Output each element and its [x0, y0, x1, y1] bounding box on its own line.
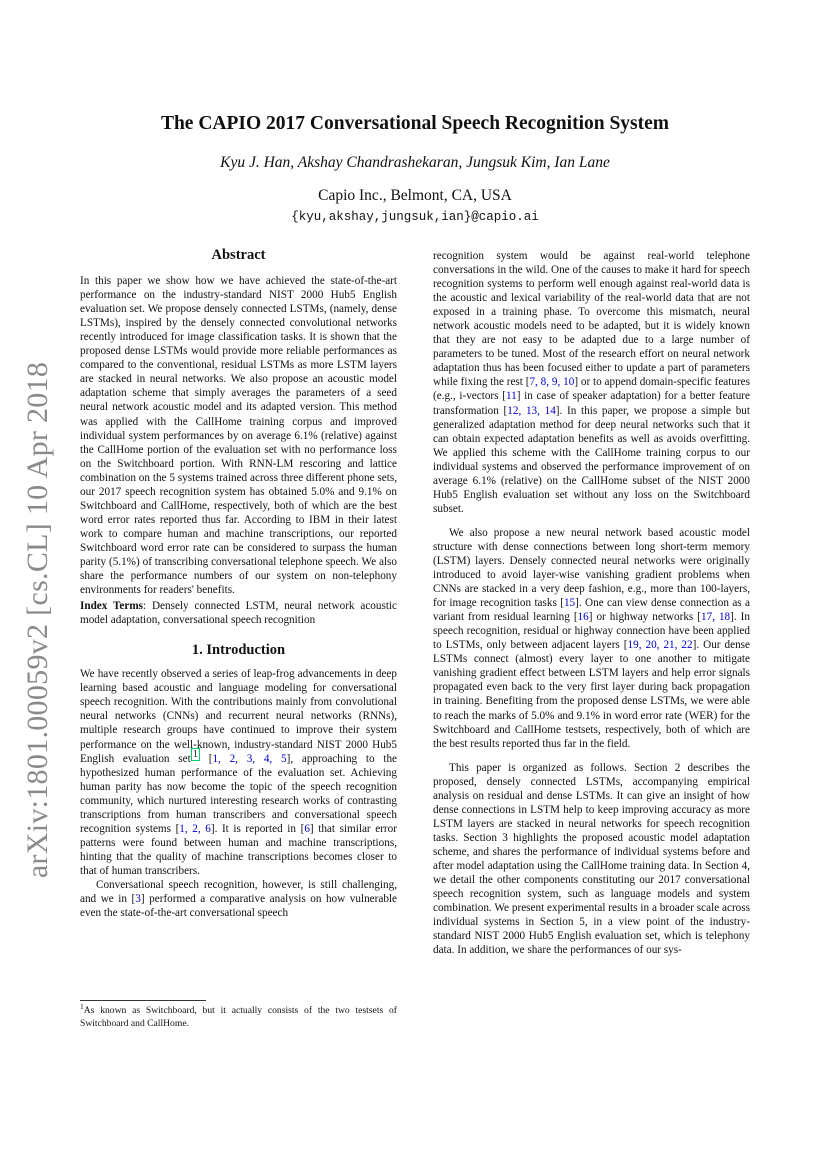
intro-p2-text-a: Conversational speech recognition, however, is still challenging, and we in — [80, 878, 397, 906]
intro-p1-text-d: . It is reported in — [214, 822, 301, 835]
citation-link[interactable]: 16 — [577, 611, 589, 624]
paper-title: The CAPIO 2017 Conversational Speech Recognition System — [160, 113, 670, 134]
footnote-text: As known as Switchboard, but it actually consists of the two testsets of Switchboard and CallHome. — [80, 1005, 397, 1029]
intro-p1-text-b: , approaching to the hypothesized human performance of the evaluation set. Achieving human parity has now become the topic of the speech recognition community, which nurtured interesting research works of contrasting transcriptions from human transcribers and conversational speech recognition systems — [80, 752, 398, 835]
index-terms-label: Index Terms — [80, 600, 144, 613]
right-paragraph-1: recognition system would be against real-world telephone conversations in the wild. One of the causes to make it hard for speech recognition systems to perform well enough against real-world data is the acoustic and lexical variability of the real-world data that are not exposed in a training phase. To overcome this mismatch, neural network acoustic models need to be adapted, but it is widely known that they are not easy to be adapted due to a large number of parameters to be tuned. Most of the research effort on neural network adaptation thus has been focused either to update a part of parameters while fixing the rest [7, 8, 9, 10] or to append domain-specific features (e.g., i-vectors [11] in case of speaker adaptation) for a better feature transformation [12, 13, 14]. In this paper, we propose a simple but generalized adaptation method for deep neural networks such that it can obtain expected adaptation benefits as well as avoids overfitting. We applied this scheme with the CallHome training corpus to our individual systems and observed the performance improvement of on average 6.1% (relative) on the CallHome subset of the NIST 2000 Hub5 English evaluation set without any loss on the Switchboard subset. — [433, 250, 750, 515]
right-p2-text-e: . Our dense LSTMs connect (almost) every layer to one another to mitigate vanishing gradient effect between LSTM layers and help error signals propagated even back to the very first layer during back propagation in training. Benefiting from the proposed dense LSTMs, we were able to reach the marks of 5.0% and 9.1% in word error rate (WER) for the Switchboard and CallHome testsets, respectively, both of which are the best results reported thus far in the field. — [433, 639, 750, 750]
affiliation: Capio Inc., Belmont, CA, USA — [318, 187, 512, 204]
intro-paragraph-1: We have recently observed a series of leap-frog advancements in deep learning based acoustic and language modeling for conversational speech recognition. With the contributions mainly from convolutional neural networks (CNNs) and recurrent neural networks (RNNs), multiple research groups have continued to improve their system performance on the well-known, industry-standard NIST 2000 Hub5 English evaluation set $^1$ [1, 2, 3, 4, 5], approaching to the hypothesized human performance of the evaluation set. Achieving human parity has now become the topic of the speech recognition community, which nurtured interesting research works of contrasting transcriptions from human transcribers and conversational speech recognition systems [1, 2, 6]. It is reported in [6] that similar error patterns were found between human and machine transcriptions, hinting that the quality of machine transcriptions becomes closer to that of human transcribers. — [80, 668, 398, 877]
arxiv-stamp — [18, 360, 58, 880]
right-p1-text-d: . In this paper, we propose a simple but generalized adaptation method for deep neural networks such that it can obtain expected adaptation benefits as well as avoids overfitting. We applied this scheme with the CallHome training corpus to our individual systems and observed the performance improvement of on average 6.1% (relative) on the CallHome subset of the NIST 2000 Hub5 English evaluation set without any loss on the Switchboard subset. — [433, 404, 750, 515]
right-paragraph-3: This paper is organized as follows. Section 2 describes the proposed, densely connected LSTMs, accompanying empirical analysis on residual and dense LSTMs. It can give an insight of how dense connections in LSTM help to keep improving accuracy as more LSTM layers are stacked in neural networks for speech recognition tasks. Section 3 highlights the proposed acoustic model adaptation scheme, and shares the performance of individual systems before and after model adaptation using the CallHome training data. In Section 4, we detail the other components constituting our 2017 conversational speech recognition system, such as language models and system combination. We present experimental results in a broader scale across individual systems in Section 5, in a view point of the industry-standard NIST 2000 Hub5 English evaluation set, which is telephony data. In addition, we share the performances of our sys- — [433, 761, 750, 957]
citation-link[interactable]: 15 — [563, 597, 576, 610]
right-p2-text-a: We also propose a new neural network based acoustic model structure with dense connections between long short-term memory (LSTM) layers. Densely connected neural networks were originally introduced to avoid layer-wise vanishing gradient problems when CNNs are stacked in a very deep fashion, e.g., more than 100-layers, for image recognition tasks — [433, 526, 750, 610]
citation-link[interactable]: 3 — [135, 893, 141, 906]
right-paragraph-2: We also propose a new neural network based acoustic model structure with dense connections between long short-term memory (LSTM) layers. Densely connected neural networks were originally introduced to avoid layer-wise vanishing gradient problems when CNNs are stacked in a very deep fashion, e.g., more than 100-layers, for image recognition tasks [15]. One can view dense connection as a variant from residual learning [16] or highway networks [17, 18]. In speech recognition, residual or highway connection have been applied to LSTMs, only between adjacent layers [19, 20, 21, 22]. Our dense LSTMs connect (almost) every layer to one another to mitigate vanishing gradient effect between LSTM layers and help error signals propagated even back to the very first layer during back propagation in training. Benefiting from the proposed dense LSTMs, we were able to reach the marks of 5.0% and 9.1% in word error rate (WER) for the Switchboard and CallHome testsets, respectively, both of which are the best results reported thus far in the field. — [433, 526, 751, 750]
left-column — [80, 248, 397, 920]
footnote-marker[interactable]: 1 — [192, 748, 198, 760]
citation-link[interactable]: 1, 2, 3, 4, 5 — [212, 752, 287, 765]
right-p2-text-d: . In speech recognition, residual or highway connection have been applied to LSTMs, only between adjacent layers — [433, 611, 750, 652]
intro-p1-text-e: that similar error patterns were found between human and machine transcriptions, hinting that the quality of machine transcriptions becomes closer to that of human transcribers. — [80, 822, 397, 877]
footnote — [80, 1001, 397, 1030]
right-p2-text-b: . One can view dense connection as a variant from residual learning — [433, 597, 751, 624]
right-p2-text-c: or highway networks — [592, 611, 698, 624]
citation-link[interactable]: 6 — [304, 822, 310, 835]
author-list: Kyu J. Han, Akshay Chandrashekaran, Jungsuk Kim, Ian Lane — [220, 154, 610, 171]
abstract-heading: Abstract — [211, 247, 266, 263]
citation-link[interactable]: 11 — [505, 390, 517, 403]
right-column — [433, 249, 750, 957]
right-p1-text-a: recognition system would be against real-world telephone conversations in the wild. One of the causes to make it hard for speech recognition systems to perform well enough against real-world data is the acoustic and lexical variability of the real-world data that are not exposed in a training phase. To overcome this mismatch, neural network acoustic models need to be adapted, but it is widely known that they are not easy to be adapted due to a large number of parameters to be tuned. Most of the research effort on neural network adaptation thus has been focused either to update a part of parameters while fixing the rest — [433, 250, 750, 389]
arxiv-identifier: arXiv:1801.00059v2 [cs.CL] 10 Apr 2018 — [21, 361, 54, 879]
intro-p1-text-a: We have recently observed a series of leap-frog advancements in deep learning based acoustic and language modeling for conversational speech recognition. With the contributions mainly from convolutional neural networks (CNNs) and recurrent neural networks (RNNs), multiple research groups have continued to improve their system performance on the well-known, industry-standard NIST 2000 Hub5 English evaluation set — [80, 668, 397, 765]
intro-p2-text-b: performed a comparative analysis on how vulnerable even the state-of-the-art conversational speech — [80, 893, 397, 920]
footnote-divider — [80, 1000, 206, 1001]
citation-link[interactable]: 12, 13, 14 — [507, 404, 556, 417]
footnote-number: 1 — [80, 1001, 84, 1011]
index-terms: Index Terms: Densely connected LSTM, neural network acoustic model adaptation, conversational speech recognition — [80, 600, 398, 627]
intro-paragraph-2: Conversational speech recognition, however, is still challenging, and we in [3] performed a comparative analysis on how vulnerable even the state-of-the-art conversational speech — [80, 878, 397, 920]
right-p1-text-c: in case of speaker adaptation) for a better feature transformation — [433, 390, 750, 417]
introduction-heading: 1. Introduction — [191, 642, 286, 659]
citation-link[interactable]: 19, 20, 21, 22 — [627, 639, 693, 652]
abstract-text: In this paper we show how we have achieved the state-of-the-art performance on the industry-standard NIST 2000 Hub5 English evaluation set. We propose densely connected LSTMs, (namely, dense LSTMs), inspired by the densely connected convolutional networks recently introduced for image classification tasks. It is shown that the proposed dense LSTMs would provide more reliable performances as compared to the conventional, residual LSTMs as more LSTM layers are stacked in neural networks. We also propose an acoustic model adaptation scheme that simply averages the parameters of a seed neural network acoustic model and its adapted version. This method was applied with the CallHome training corpus and improved individual system performances by on average 6.1% (relative) against the CallHome portion of the evaluation set with no performance loss on the Switchboard portion. With RNN-LM rescoring and lattice combination on the 5 systems trained across three different phone sets, our 2017 speech recognition system has obtained 5.0% and 9.1% on Switchboard and CallHome, respectively, both of which are the best word error rates reported thus far. According to IBM in their latest work to compare human and machine transcriptions, our reported Switchboard word error rate can be considered to surpass the human parity (5.1%) of transcribing conversational telephone speech. We also share the performance numbers of our system on non-telephony environments for readers' benefits. — [80, 275, 397, 597]
citation-link[interactable]: 7, 8, 9, 10 — [529, 376, 575, 389]
citation-link[interactable]: 17, 18 — [701, 611, 731, 624]
citation-link[interactable]: 1, 2, 6 — [179, 822, 211, 835]
right-p1-text-b: or to append domain-specific features (e.g., i-vectors — [433, 376, 750, 403]
index-terms-text: Densely connected LSTM, neural network acoustic model adaptation, conversational speech recognition — [80, 600, 398, 627]
author-emails: {kyu,akshay,jungsuk,ian}@capio.ai — [291, 210, 539, 224]
